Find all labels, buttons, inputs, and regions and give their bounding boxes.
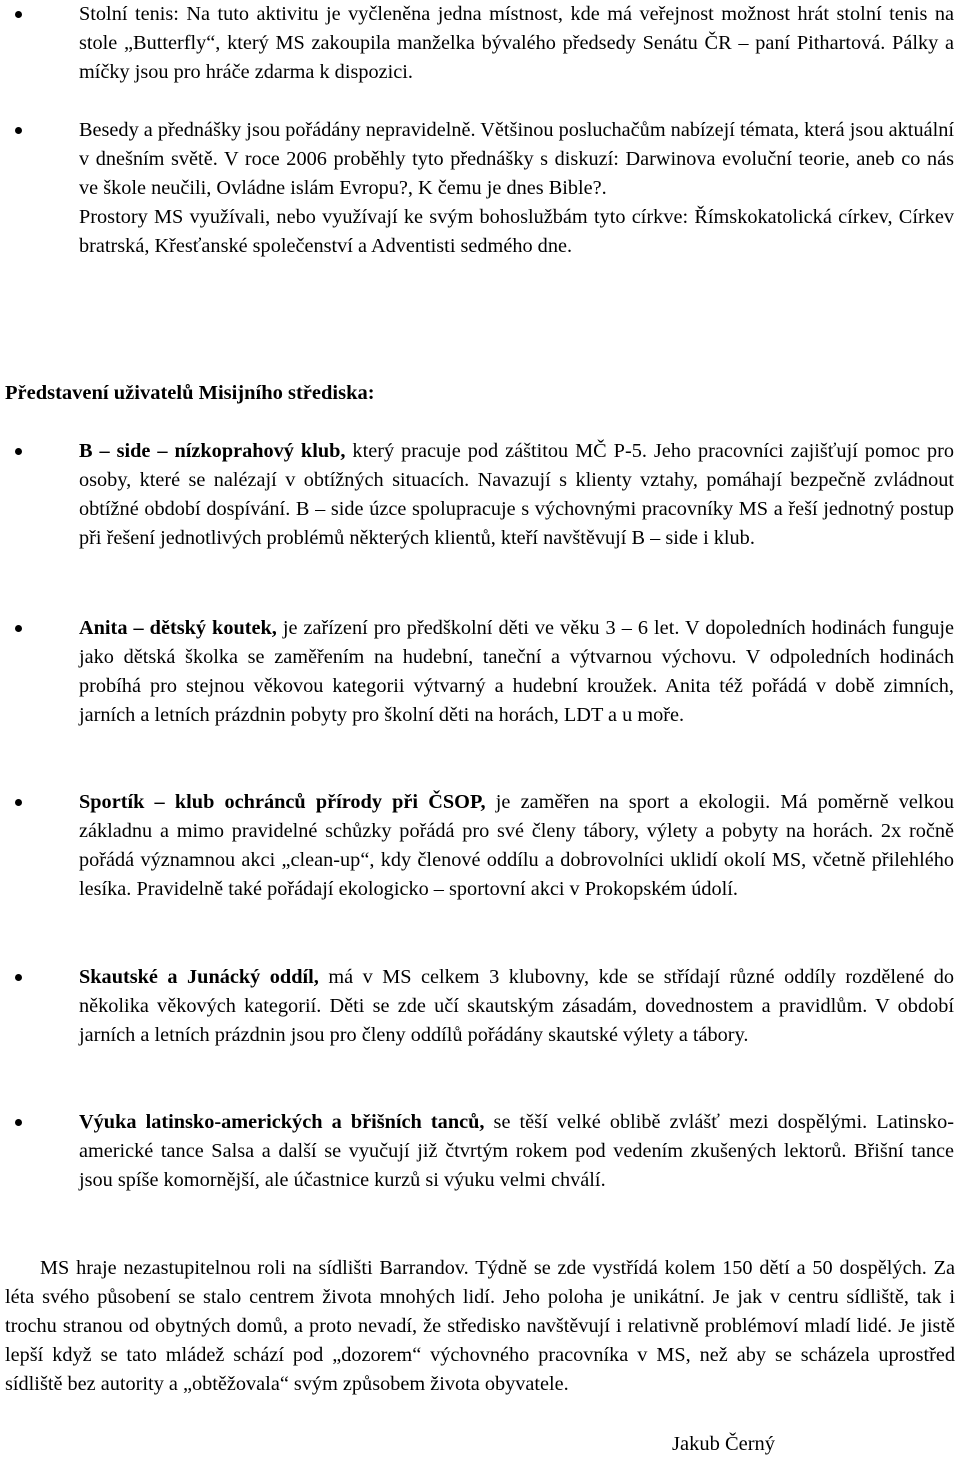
sportik-description: je zaměřen na sport a ekologii. Má poměrně velkou základnu a mimo pravidelné schůzky pořádá pro své členy tábory, výlety a pobyty na horách. 2x ročně pořádá významnou akci „clean-up“, kdy členové oddílu a dobrovolníci uklidí okolí MS, včetně přilehlého lesíka. Pravidelně také pořádají ekologicko – sportovní akci v Prokopském údolí. (79, 791, 954, 900)
scouts-title: Skautské a Junácký oddíl, (79, 966, 319, 988)
section-heading: Představení uživatelů Misijního střediska: (5, 382, 375, 404)
b-side-description: který pracuje pod záštitou MČ P-5. Jeho pracovníci zajišťují pomoc pro osoby, které se nalézají v obtížných situacích. Navazují s klienty vztahy, pomáhají bezpečně zvládnout obtížné období dospívání. B – side úzce spolupracuje s výchovnými pracovníky MS a řeší jednotný postup při řešení jednotlivých problémů některých klientů, kteří navštěvují B – side i klub. (79, 440, 955, 549)
worship-paragraph: Prostory MS využívali, nebo využívají ke svým bohoslužbám tyto církve: Římskokatolická církev, Církev bratrská, Křesťanské společenství a Adventisti sedmého dne. (79, 206, 954, 257)
bullet-dot (15, 799, 22, 806)
bullet-dot (15, 11, 22, 18)
anita-title: Anita – dětský koutek, (79, 617, 277, 639)
bullet-dot (15, 625, 22, 632)
bullet-dot (15, 1119, 22, 1126)
dance-title: Výuka latinsko-amerických a břišních tanců, (79, 1111, 485, 1133)
bullet-dot (15, 127, 22, 134)
anita-text (79, 614, 954, 730)
sportik-title: Sportík – klub ochránců přírody při ČSOP, (79, 791, 486, 813)
b-side-text (79, 437, 954, 553)
dance-description: se těší velké oblibě zvlášť mezi dospělými. Latinsko-americké tance Salsa a další se vyučují již čtvrtým rokem pod vedením zkušených lektorů. Břišní tance jsou spíše komornější, ale účastnice kurzů si výuku velmi chválí. (79, 1111, 954, 1191)
table-tennis-text: Stolní tenis: Na tuto aktivitu je vyčleněna jedna místnost, kde má veřejnost možnost hrát stolní tenis na stole „Butterfly“, který MS zakoupila manželka bývalého předsedy Senátu ČR – paní Pithartová. Pálky a míčky jsou pro hráče zdarma k dispozici. (79, 3, 954, 83)
closing-paragraph: MS hraje nezastupitelnou roli na sídlišti Barrandov. Týdně se zde vystřídá kolem 150 dětí a 50 dospělých. Za léta svého působení se stalo centrem života mnohých lidí. Jeho poloha je unikátní. Je jak v centru sídliště, tak i trochu stranou od obytných domů, a proto nevadí, že středisko navštěvují i relativně problémoví mladí lidé. Je jistě lepší když se tato mládež schází pod „dozorem“ výchovného pracovníka v MS, než aby se scházela uprostřed sídliště bez autority a „obtěžovala“ svým způsobem života obyvatele. (5, 1257, 955, 1395)
author-signature: Jakub Černý (672, 1433, 776, 1455)
scouts-text (79, 963, 954, 1050)
sportik-text (79, 788, 954, 904)
dance-text (79, 1108, 954, 1195)
anita-description: je zařízení pro předškolní děti ve věku 3 – 6 let. V dopoledních hodinách funguje jako dětská školka se zaměřením na hudební, taneční a výtvarnou výchovu. V odpoledních hodinách probíhá pro stejnou věkovou kategorii výtvarný a hudební kroužek. Anita též pořádá v době zimních, jarních a letních prázdnin pobyty pro školní děti na horách, LDT a u moře. (79, 617, 954, 726)
lectures-paragraph: Besedy a přednášky jsou pořádány nepravidelně. Většinou posluchačům nabízejí témata, která jsou aktuální v dnešním světě. V roce 2006 proběhly tyto přednášky s diskuzí: Darwinova evoluční teorie, aneb co nás ve škole neučili, Ovládne islám Evropu?, K čemu je dnes Bible?. (79, 119, 954, 199)
bullet-dot (15, 448, 22, 455)
bullet-dot (15, 974, 22, 981)
b-side-title: B – side – nízkoprahový klub, (79, 440, 346, 462)
lectures-text (79, 116, 954, 261)
scouts-description: má v MS celkem 3 klubovny, kde se střídají různé oddíly rozdělené do několika věkových kategorií. Děti se zde učí skautským zásadám, dovednostem a pravidlům. V období jarních a letních prázdnin jsou pro členy oddílů pořádány skautské výlety a tábory. (79, 966, 954, 1046)
